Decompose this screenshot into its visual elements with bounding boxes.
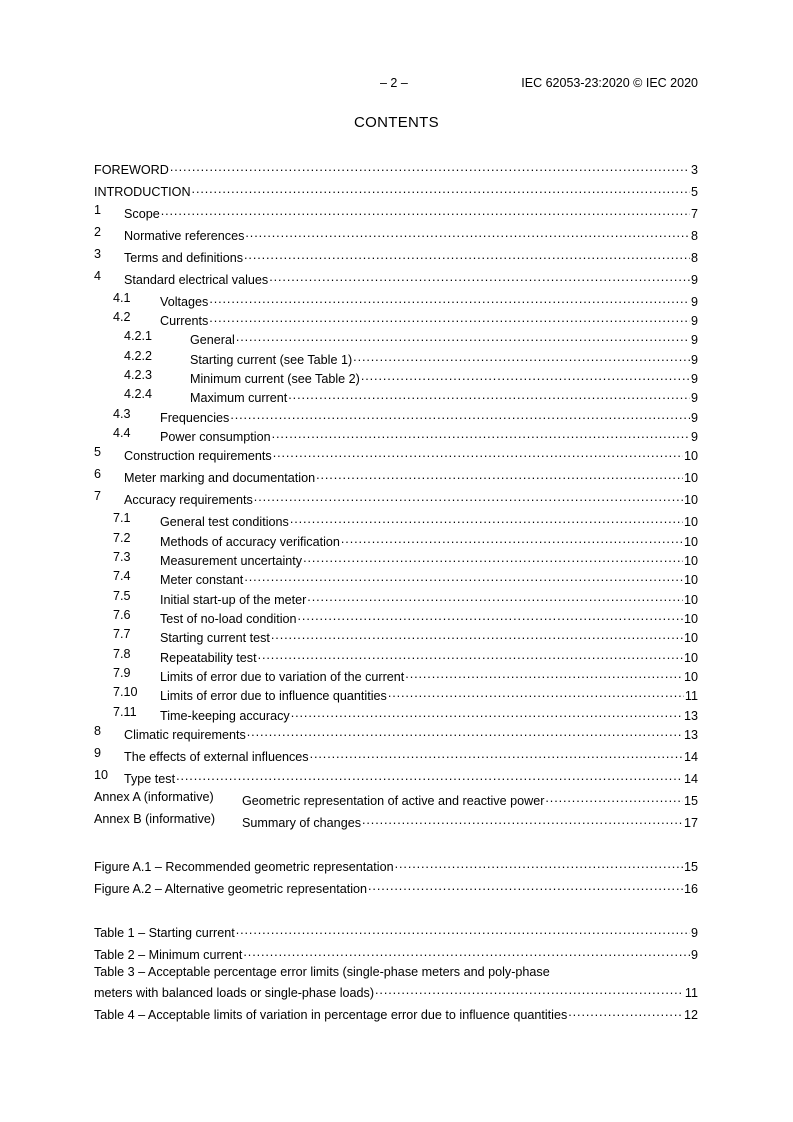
dot-leader bbox=[353, 348, 690, 364]
entry-number: 2 bbox=[94, 225, 102, 239]
page-ref: 9 bbox=[690, 948, 698, 962]
toc-entry[interactable] bbox=[94, 386, 698, 405]
entry-number: 7.9 bbox=[113, 666, 131, 680]
dot-leader bbox=[368, 877, 683, 893]
entry-title: FOREWORD bbox=[94, 163, 169, 177]
toc-entry[interactable] bbox=[94, 549, 698, 568]
toc-entry[interactable] bbox=[94, 466, 698, 485]
page-ref: 16 bbox=[683, 882, 698, 896]
toc-entry[interactable] bbox=[94, 530, 698, 549]
entry-number: 4.3 bbox=[113, 407, 131, 421]
entry-number: 7.5 bbox=[113, 589, 131, 603]
entry-title: Figure A.1 – Recommended geometric representation bbox=[94, 860, 394, 874]
page-ref: 3 bbox=[690, 163, 698, 177]
entry-number: 4.2.3 bbox=[124, 368, 153, 382]
table-of-contents bbox=[94, 0, 698, 1122]
entry-title: Starting current test bbox=[160, 631, 270, 645]
toc-entry[interactable] bbox=[94, 444, 698, 463]
entry-number: 7.6 bbox=[113, 608, 131, 622]
page-ref: 9 bbox=[690, 430, 698, 444]
entry-number: Annex A (informative) bbox=[94, 790, 214, 804]
toc-entry[interactable] bbox=[94, 224, 698, 243]
entry-title: Terms and definitions bbox=[124, 251, 244, 265]
dot-leader bbox=[273, 444, 683, 460]
entry-number: 7.7 bbox=[113, 627, 131, 641]
entry-title: Climatic requirements bbox=[124, 728, 246, 742]
entry-title: Table 2 – Minimum current bbox=[94, 948, 243, 962]
entry-number: 7.10 bbox=[113, 685, 138, 699]
table-entry[interactable] bbox=[94, 1003, 698, 1022]
page-ref: 10 bbox=[683, 612, 698, 626]
toc-entry[interactable] bbox=[94, 745, 698, 764]
toc-entry[interactable] bbox=[94, 290, 698, 309]
toc-entry[interactable] bbox=[94, 180, 698, 199]
page-ref: 15 bbox=[683, 794, 698, 808]
entry-title: Meter constant bbox=[160, 573, 244, 587]
table-entry[interactable] bbox=[94, 965, 698, 1000]
page-ref: 15 bbox=[683, 860, 698, 874]
toc-entry[interactable] bbox=[94, 568, 698, 587]
dot-leader bbox=[375, 981, 684, 997]
page-ref: 9 bbox=[690, 391, 698, 405]
dot-leader bbox=[161, 202, 690, 218]
entry-number: 7 bbox=[94, 489, 102, 503]
entry-title: Standard electrical values bbox=[124, 273, 269, 287]
toc-entry[interactable] bbox=[94, 767, 698, 786]
entry-title: Currents bbox=[160, 314, 209, 328]
toc-entry[interactable] bbox=[94, 665, 698, 684]
toc-entry[interactable] bbox=[94, 723, 698, 742]
entry-number: 7.4 bbox=[113, 569, 131, 583]
entry-number: 4.2 bbox=[113, 310, 131, 324]
toc-entry[interactable] bbox=[94, 626, 698, 645]
entry-title: Table 1 – Starting current bbox=[94, 926, 235, 940]
entry-title: Measurement uncertainty bbox=[160, 554, 303, 568]
toc-entry[interactable] bbox=[94, 588, 698, 607]
entry-title: INTRODUCTION bbox=[94, 185, 191, 199]
entry-number: 8 bbox=[94, 724, 102, 738]
entry-title: Power consumption bbox=[160, 430, 271, 444]
page-ref: 17 bbox=[683, 816, 698, 830]
dot-leader bbox=[244, 568, 683, 584]
page-ref: 12 bbox=[683, 1008, 698, 1022]
entry-title: Frequencies bbox=[160, 411, 230, 425]
toc-entry[interactable] bbox=[94, 789, 698, 808]
page-ref: 10 bbox=[683, 593, 698, 607]
dot-leader bbox=[243, 943, 690, 959]
dot-leader bbox=[236, 921, 690, 937]
entry-number: 4.2.1 bbox=[124, 329, 153, 343]
dot-leader bbox=[341, 530, 683, 546]
entry-title: Voltages bbox=[160, 295, 209, 309]
figure-entry[interactable] bbox=[94, 877, 698, 896]
page-ref: 9 bbox=[690, 353, 698, 367]
toc-entry[interactable] bbox=[94, 607, 698, 626]
page-ref: 14 bbox=[683, 750, 698, 764]
dot-leader bbox=[298, 607, 683, 623]
page-ref: 10 bbox=[683, 651, 698, 665]
entry-title: Limits of error due to variation of the current bbox=[160, 670, 405, 684]
dot-leader bbox=[254, 488, 683, 504]
entry-title: Repeatability test bbox=[160, 651, 257, 665]
entry-number: 3 bbox=[94, 247, 102, 261]
dot-leader bbox=[545, 789, 683, 805]
entry-title: Time-keeping accuracy bbox=[160, 709, 290, 723]
toc-entry[interactable] bbox=[94, 202, 698, 221]
page-number: – 2 – bbox=[380, 76, 408, 90]
toc-entry[interactable] bbox=[94, 704, 698, 723]
dot-leader bbox=[362, 811, 683, 827]
entry-number: 4 bbox=[94, 269, 102, 283]
toc-entry[interactable] bbox=[94, 684, 698, 703]
dot-leader bbox=[258, 646, 683, 662]
entry-title: Construction requirements bbox=[124, 449, 272, 463]
page-title: CONTENTS bbox=[354, 114, 439, 131]
dot-leader bbox=[361, 367, 690, 383]
entry-title-line1: Table 3 – Acceptable percentage error limits (single-phase meters and poly-phase bbox=[94, 965, 550, 979]
entry-number: 6 bbox=[94, 467, 102, 481]
toc-entry[interactable] bbox=[94, 646, 698, 665]
dot-leader bbox=[316, 466, 683, 482]
page-ref: 9 bbox=[690, 333, 698, 347]
dot-leader bbox=[303, 549, 683, 565]
toc-entry[interactable] bbox=[94, 367, 698, 386]
toc-entry[interactable] bbox=[94, 348, 698, 367]
toc-entry[interactable] bbox=[94, 406, 698, 425]
dot-leader bbox=[405, 665, 683, 681]
page-ref: 9 bbox=[690, 372, 698, 386]
entry-title: Initial start-up of the meter bbox=[160, 593, 307, 607]
page-ref: 9 bbox=[690, 314, 698, 328]
entry-number: 7.11 bbox=[113, 705, 137, 719]
page-ref: 10 bbox=[683, 535, 698, 549]
dot-leader bbox=[395, 855, 683, 871]
dot-leader bbox=[269, 268, 690, 284]
entry-title: Normative references bbox=[124, 229, 245, 243]
toc-entry[interactable] bbox=[94, 510, 698, 529]
toc-entry[interactable] bbox=[94, 268, 698, 287]
dot-leader bbox=[244, 246, 690, 262]
entry-number: 4.2.4 bbox=[124, 387, 153, 401]
entry-title: General test conditions bbox=[160, 515, 289, 529]
page-ref: 11 bbox=[684, 689, 698, 703]
page-ref: 10 bbox=[683, 449, 698, 463]
toc-entry[interactable] bbox=[94, 309, 698, 328]
toc-entry[interactable] bbox=[94, 158, 698, 177]
entry-title: Meter marking and documentation bbox=[124, 471, 316, 485]
entry-title: Table 4 – Acceptable limits of variation in percentage error due to influence quantities bbox=[94, 1008, 568, 1022]
entry-title: Figure A.2 – Alternative geometric representation bbox=[94, 882, 368, 896]
toc-entry[interactable] bbox=[94, 328, 698, 347]
entry-title: Summary of changes bbox=[242, 816, 361, 830]
toc-entry[interactable] bbox=[94, 811, 698, 830]
entry-number: 7.3 bbox=[113, 550, 131, 564]
dot-leader bbox=[307, 588, 683, 604]
page-ref: 9 bbox=[690, 273, 698, 287]
dot-leader bbox=[290, 510, 683, 526]
entry-title: Minimum current (see Table 2) bbox=[190, 372, 360, 386]
entry-title: Scope bbox=[124, 207, 160, 221]
entry-title: Maximum current bbox=[190, 391, 288, 405]
page-ref: 10 bbox=[683, 471, 698, 485]
dot-leader bbox=[209, 290, 690, 306]
entry-number: 9 bbox=[94, 746, 102, 760]
entry-number: 5 bbox=[94, 445, 102, 459]
dot-leader bbox=[310, 745, 683, 761]
entry-title-line2: meters with balanced loads or single-phase loads) bbox=[94, 986, 375, 1000]
entry-number: 7.8 bbox=[113, 647, 131, 661]
entry-number: 7.1 bbox=[113, 511, 131, 525]
page-ref: 9 bbox=[690, 411, 698, 425]
table-entry[interactable] bbox=[94, 943, 698, 962]
entry-number: 4.2.2 bbox=[124, 349, 153, 363]
entry-title: Geometric representation of active and reactive power bbox=[242, 794, 545, 808]
toc-entry[interactable] bbox=[94, 246, 698, 265]
page-ref: 13 bbox=[683, 709, 698, 723]
page-ref: 10 bbox=[683, 554, 698, 568]
toc-entry[interactable] bbox=[94, 488, 698, 507]
entry-number: Annex B (informative) bbox=[94, 812, 216, 826]
entry-number: 4.4 bbox=[113, 426, 131, 440]
page-ref: 10 bbox=[683, 515, 698, 529]
dot-leader bbox=[245, 224, 690, 240]
page-ref: 9 bbox=[690, 926, 698, 940]
page-ref: 11 bbox=[684, 986, 698, 1000]
entry-number: 10 bbox=[94, 768, 109, 782]
page-ref: 10 bbox=[683, 573, 698, 587]
dot-leader bbox=[568, 1003, 683, 1019]
dot-leader bbox=[230, 406, 690, 422]
entry-number: 1 bbox=[94, 203, 102, 217]
page-ref: 10 bbox=[683, 493, 698, 507]
toc-entry[interactable] bbox=[94, 425, 698, 444]
entry-title: Methods of accuracy verification bbox=[160, 535, 340, 549]
page-ref: 10 bbox=[683, 631, 698, 645]
page-ref: 10 bbox=[683, 670, 698, 684]
entry-title: Starting current (see Table 1) bbox=[190, 353, 353, 367]
entry-title: The effects of external influences bbox=[124, 750, 309, 764]
entry-title: Accuracy requirements bbox=[124, 493, 253, 507]
dot-leader bbox=[236, 328, 690, 344]
dot-leader bbox=[192, 180, 690, 196]
dot-leader bbox=[291, 704, 683, 720]
dot-leader bbox=[388, 684, 684, 700]
entry-number: 7.2 bbox=[113, 531, 131, 545]
page-ref: 13 bbox=[683, 728, 698, 742]
page-ref: 9 bbox=[690, 295, 698, 309]
table-entry[interactable] bbox=[94, 921, 698, 940]
page-ref: 8 bbox=[690, 229, 698, 243]
dot-leader bbox=[247, 723, 683, 739]
entry-title: Limits of error due to influence quantities bbox=[160, 689, 387, 703]
standard-reference: IEC 62053-23:2020 © IEC 2020 bbox=[521, 76, 698, 90]
page-ref: 5 bbox=[690, 185, 698, 199]
dot-leader bbox=[209, 309, 690, 325]
dot-leader bbox=[170, 158, 690, 174]
page-ref: 14 bbox=[683, 772, 698, 786]
entry-title: Test of no-load condition bbox=[160, 612, 297, 626]
dot-leader bbox=[271, 626, 683, 642]
entry-title: General bbox=[190, 333, 235, 347]
page-ref: 8 bbox=[690, 251, 698, 265]
entry-title: Type test bbox=[124, 772, 176, 786]
dot-leader bbox=[176, 767, 683, 783]
figure-entry[interactable] bbox=[94, 855, 698, 874]
entry-number: 4.1 bbox=[113, 291, 131, 305]
dot-leader bbox=[288, 386, 690, 402]
dot-leader bbox=[272, 425, 690, 441]
page-ref: 7 bbox=[690, 207, 698, 221]
